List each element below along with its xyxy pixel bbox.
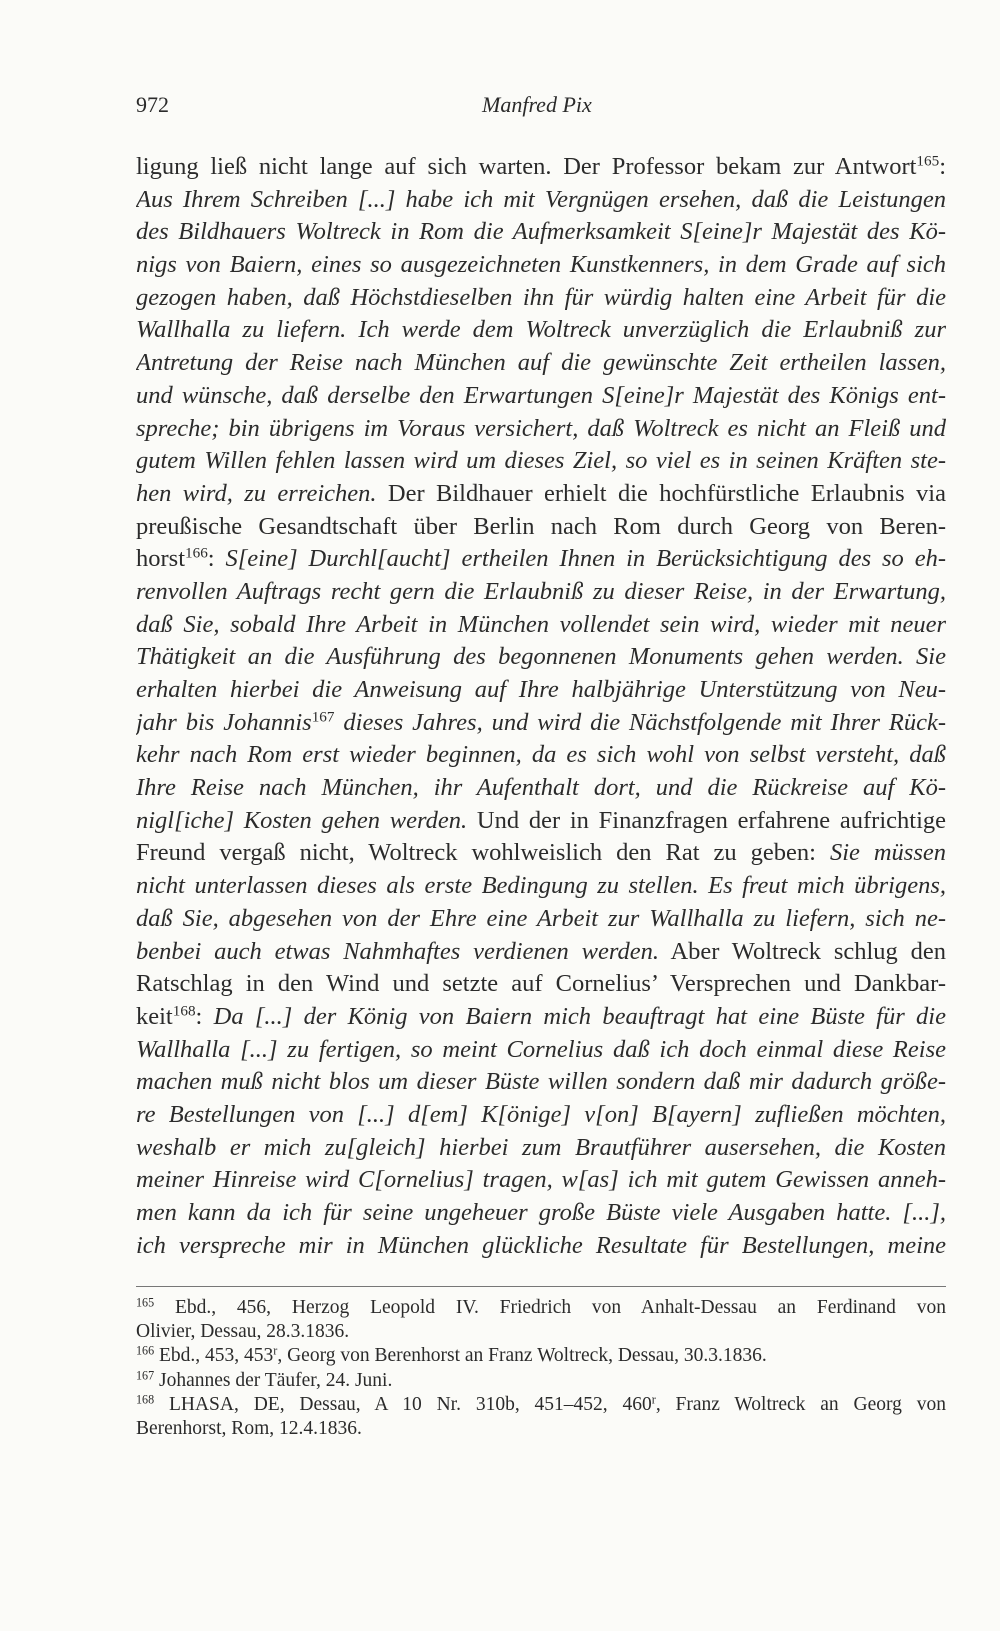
text-line: weshalb er mich zu[gleich] hierbei zum Brautführer ausersehen, die Kosten [136,1133,946,1161]
text-line: nigs von Baiern, eines so ausgezeichneten Kunstkenners, in dem Grade auf sich [136,251,946,279]
text-line: jahr bis Johannis$^{167}$ dieses Jahres, und wird die Nächstfolgende mit Ihrer Rück- [136,708,946,736]
text-line: Ihre Reise nach München, ihr Aufenthalt dort, und die Rückreise auf Kö- [136,774,946,802]
text-line: Ratschlag in den Wind und setzte auf Cornelius’ Versprechen und Dankbar- [136,970,946,998]
running-title: Manfred Pix [482,92,592,117]
footnote-divider [136,1286,946,1287]
footnote-line: Berenhorst, Rom, 12.4.1836. [136,1417,362,1439]
text-line: und wünsche, daß derselbe den Erwartungen S[eine]r Majestät des Königs ent- [136,381,946,409]
footnote-line: $^{167}$ Johannes der Täufer, 24. Juni. [136,1368,393,1391]
text-line: meiner Hinreise wird C[ornelius] tragen, w[as] ich mit gutem Gewissen anneh- [136,1166,946,1194]
text-line: daß Sie, sobald Ihre Arbeit in München vollendet sein wird, wieder mit neuer [136,610,946,638]
text-line: spreche; bin übrigens im Voraus versichert, daß Woltreck es nicht an Fleiß und [136,414,946,442]
text-line: horst$^{166}$: S[eine] Durchl[aucht] ertheilen Ihnen in Berücksichtigung des so eh- [136,544,946,573]
text-line: erhalten hierbei die Anweisung auf Ihre halbjährige Unterstützung von Neu- [136,676,946,703]
footnote [136,1296,946,1344]
footnotes [136,1296,946,1441]
text-line: preußische Gesandtschaft über Berlin nach Rom durch Georg von Beren- [136,512,946,540]
text-line: nigl[iche] Kosten gehen werden. Und der in Finanzfragen erfahrene aufrichtige [136,806,946,834]
footnote-line: $^{166}$ Ebd., 453, 453$^r$, Georg von Berenhorst an Franz Woltreck, Dessau, 30.3.1836. [136,1344,767,1367]
footnote [136,1369,946,1393]
text-line: renvollen Auftrags recht gern die Erlaubniß zu dieser Reise, in der Erwartung, [136,577,946,605]
footnote [136,1344,946,1368]
text-line: Wallhalla zu liefern. Ich werde dem Woltreck unverzüglich die Erlaubniß zur [136,316,946,344]
text-line: Antretung der Reise nach München auf die gewünschte Zeit ertheilen lassen, [136,349,946,377]
running-header [136,92,950,122]
footnote-line: $^{168}$ LHASA, DE, Dessau, A 10 Nr. 310b, 451–452, 460$^r$, Franz Woltreck an Georg von [136,1392,946,1415]
main-text [136,151,946,1262]
text-line: Thätigkeit an die Ausführung des begonnenen Monuments gehen werden. Sie [136,643,946,671]
page-number: 972 [136,92,169,117]
text-line: des Bildhauers Woltreck in Rom die Aufmerksamkeit S[eine]r Majestät des Kö- [136,218,946,246]
text-line: re Bestellungen von [...] d[em] K[önige] v[on] B[ayern] zufließen möchten, [136,1100,946,1128]
text-line: keit$^{168}$: Da [...] der König von Baiern mich beauftragt hat eine Büste für die [136,1002,946,1030]
text-line: benbei auch etwas Nahmhaftes verdienen werden. Aber Woltreck schlug den [136,937,946,965]
text-line: gutem Willen fehlen lassen wird um dieses Ziel, so viel es in seinen Kräften ste- [136,447,946,475]
text-line: Freund vergaß nicht, Woltreck wohlweislich den Rat zu geben: Sie müssen [136,839,946,867]
footnote [136,1393,946,1441]
footnote-line: Olivier, Dessau, 28.3.1836. [136,1321,350,1343]
text-line: hen wird, zu erreichen. Der Bildhauer erhielt die hochfürstliche Erlaubnis via [136,479,946,507]
text-line: gezogen haben, daß Höchstdieselben ihn für würdig halten eine Arbeit für die [136,283,946,311]
text-line: ligung ließ nicht lange auf sich warten. Der Professor bekam zur Antwort$^{165}$: [136,152,946,180]
text-line: ich verspreche mir in München glückliche Resultate für Bestellungen, meine [136,1231,946,1259]
text-line: Wallhalla [...] zu fertigen, so meint Cornelius daß ich doch einmal diese Reise [136,1035,946,1063]
text-line: daß Sie, abgesehen von der Ehre eine Arbeit zur Wallhalla zu liefern, sich ne- [136,904,946,932]
text-line: machen muß nicht blos um dieser Büste willen sondern daß mir dadurch größe- [136,1068,946,1096]
text-line: kehr nach Rom erst wieder beginnen, da es sich wohl von selbst versteht, daß [136,741,946,769]
footnote-line: $^{165}$ Ebd., 456, Herzog Leopold IV. Friedrich von Anhalt-Dessau an Ferdinand von [136,1296,946,1318]
text-line: nicht unterlassen dieses als erste Bedingung zu stellen. Es freut mich übrigens, [136,872,946,900]
text-line: Aus Ihrem Schreiben [...] habe ich mit Vergnügen ersehen, daß die Leistungen [136,185,946,213]
text-line: men kann da ich für seine ungeheuer große Büste viele Ausgaben hatte. [...], [136,1199,946,1226]
